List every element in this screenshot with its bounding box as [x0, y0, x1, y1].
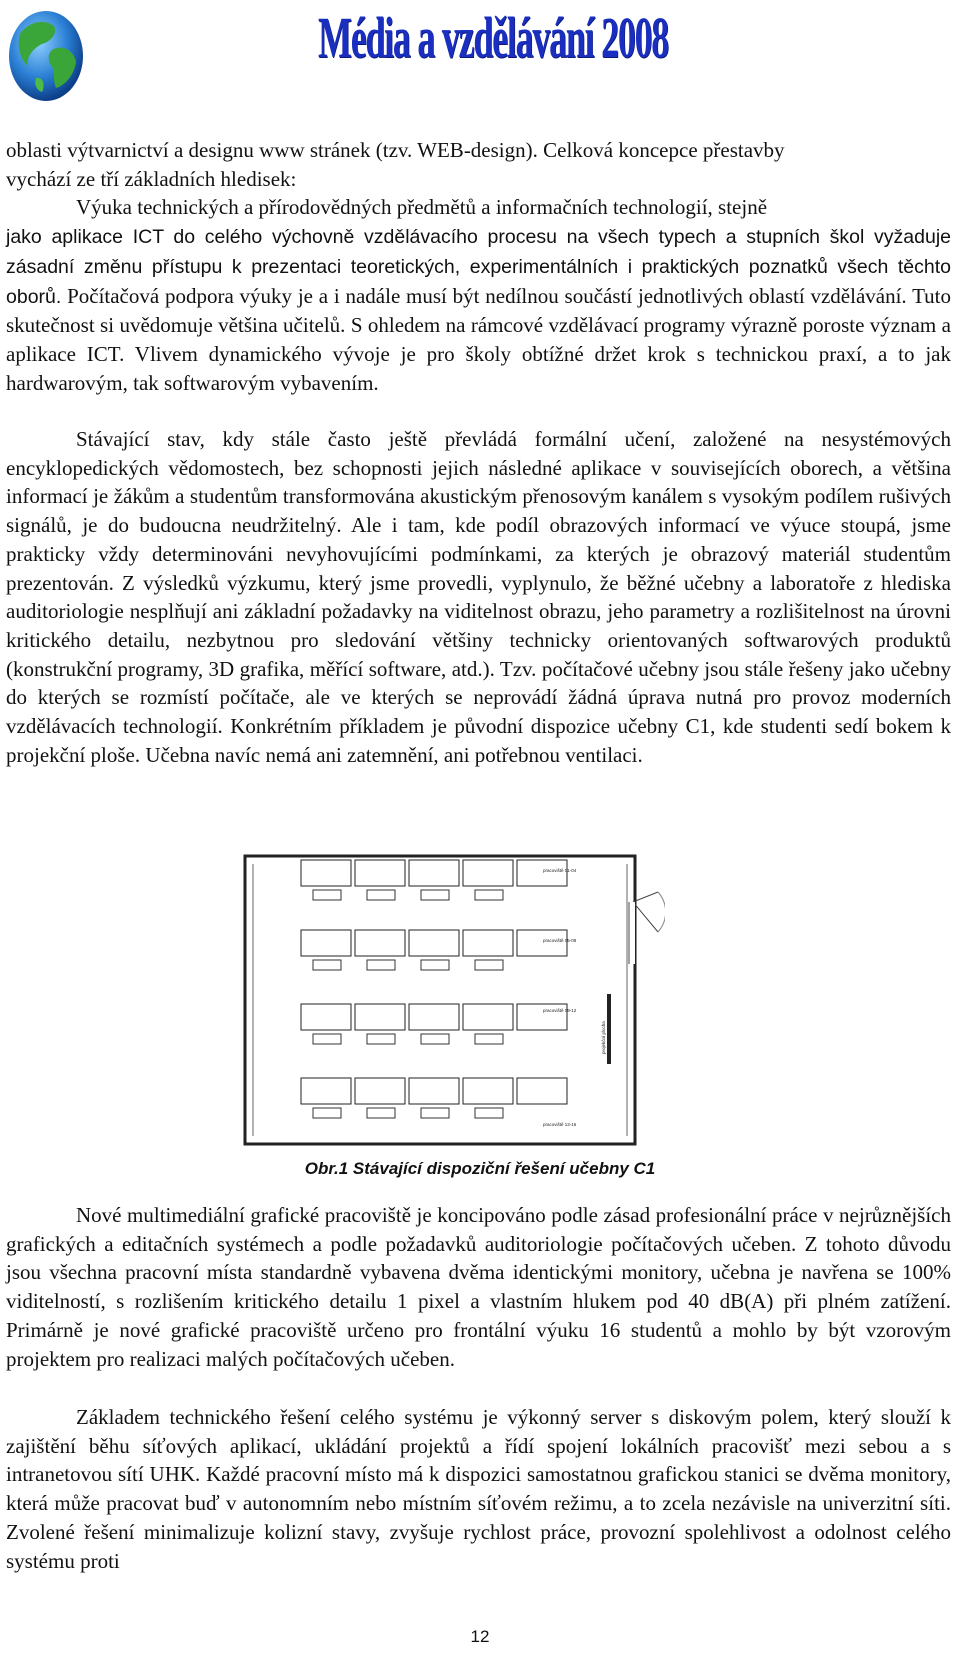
figure-caption: Obr.1 Stávající dispoziční řešení učebny C1 — [304, 1159, 656, 1178]
row-1-label: pracoviště 01-04 — [543, 868, 577, 873]
paragraph-1-line-3: Výuka technických a přírodovědných předmětů a informačních technologií, stejně — [76, 195, 768, 220]
paragraph-2: Stávající stav, kdy stále často ještě převládá formální učení, založené na nesystémových encyklopedických vědomostech, bez schopnosti jejich následné aplikace v souvisejících oborech, a většina informací je žákům a studentům transformována akustickým přenosovým kanálem s vysokým podílem rušivých signálů, je do budoucna neudržitelný. Ale i tam, kde podíl obrazových informací ve výuce stoupá, jsme prakticky vždy determinováni nevyhovujícími podmínkami, za kterých je obrazový materiál studentům prezentován. Z výsledků výzkumu, který jsme provedli, vyplynulo, že běžné učebny a laboratoře z hlediska auditoriologie nesplňují ani základní požadavky na viditelnost obrazu, jeho parametry a rozlišitelnost na úrovni kritického detailu, nezbytnou pro sledování většiny technicky orientovaných softwarových produktů (konstrukční programy, 3D grafika, měřící software, atd.). Tzv. počítačové učebny jsou stále řešeny jako učebny do kterých se rozmístí počítače, ale ve kterých se neprovádí žádná úprava nutná pro provoz moderních vzdělávacích technologií. Konkrétním příkladem je původní dispozice učebny C1, kde studenti sedí bokem k projekční ploše. Učebna navíc nemá ani zatemnění, ani potřebnou ventilaci. — [6, 427, 951, 767]
paragraph-1 — [6, 136, 951, 397]
row-4-label: pracoviště 13-16 — [543, 1122, 577, 1127]
classroom-layout-figure — [243, 854, 665, 1146]
projection-screen — [607, 994, 611, 1064]
paragraph-4: Základem technického řešení celého systému je výkonný server s diskovým polem, který slouží k zajištění běhu síťových aplikací, ukládání projektů a řídí spojení lokálních pracovišť mezi sebou a s intranetovou sítí UHK. Každé pracovní místo má k dispozici samostatnou grafickou stanici se dvěma monitory, která může pracovat buď v autonomním nebo místním síťovém režimu, a to zcela nezávisle na univerzitní síti. Zvolené řešení minimalizuje kolizní stavy, zvyšuje rychlost práce, provozní spolehlivost a odolnost celého systému proti — [6, 1405, 951, 1573]
door — [633, 902, 658, 932]
paragraph-1-line-2: vychází ze tří základních hledisek: — [6, 166, 297, 191]
paragraph-3: Nové multimediální grafické pracoviště je koncipováno podle zásad profesionální práce v nejrůznějších grafických a editačních systémech a podle požadavků auditoriologie počítačových učeben. Z tohoto důvodu jsou všechna pracovní místa standardně vybavena dvěma identickými monitory, učebna je navřena se 100% viditelností, s rozlišením kritického detailu 1 pixel a vlastním hlukem pod 40 dB(A) při plném zatížení. Primárně je nové grafické pracoviště určeno pro frontální výuku 16 studentů a mohlo by být vzorovým projektem pro realizaci malých počítačových učeben. — [6, 1203, 951, 1371]
paragraph-1-line-1: oblasti výtvarnictví a designu www stránek (tzv. WEB-design). Celková koncepce přestavby — [6, 138, 785, 162]
row-3-label: pracoviště 09-12 — [543, 1008, 577, 1013]
paragraph-1-rest: Počítačová podpora výuky je a i nadále musí být nedílnou součástí jednotlivých oblastí vzdělávání. Tuto skutečnost si uvědomuje většina učitelů. S ohledem na rámcové vzdělávací programy výrazně poroste význam a aplikace ICT. Vlivem dynamického vývoje je pro školy obtížné držet krok s technickou praxí, a to jak hardwarovým, tak softwarovým vybavením. — [6, 283, 951, 395]
projection-screen-label: projekční plocha — [601, 1021, 606, 1054]
row-2-label: pracoviště 05-08 — [543, 938, 577, 943]
page-number: 12 — [470, 1627, 490, 1646]
paragraph-1-sans-text: jako aplikace ICT do celého výchovně vzdělávacího procesu na všech typech a stupních škol vyžaduje zásadní změnu přístupu k prezentaci teoretických, experimentálních i praktických poznatků všech těchto oborů. — [6, 226, 951, 308]
conference-title: Média a vzdělávání 2008 — [318, 5, 669, 70]
globe-logo-icon — [6, 4, 86, 104]
